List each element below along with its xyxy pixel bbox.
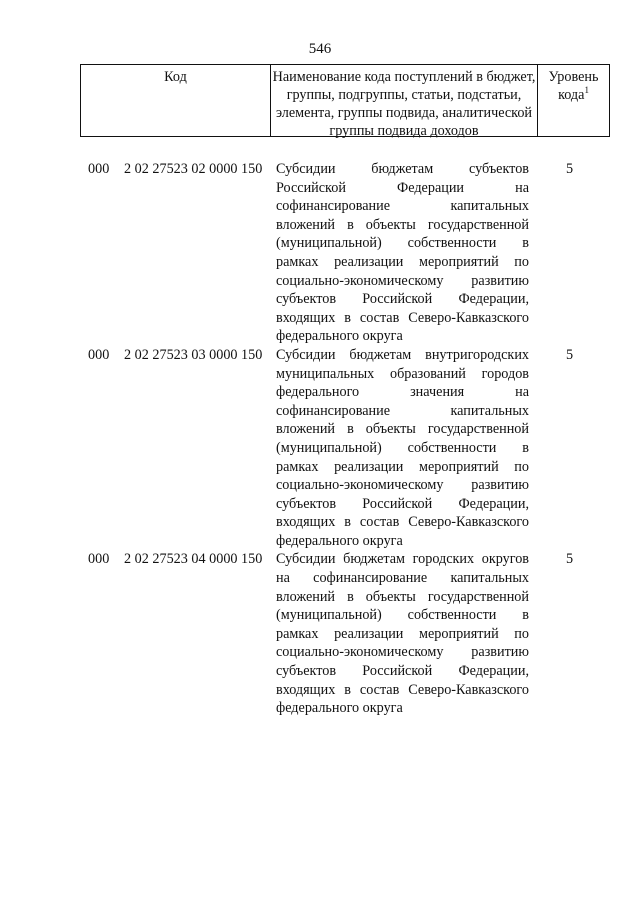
- table-body: [80, 160, 610, 718]
- table-row: [80, 346, 610, 551]
- row-level: 5: [565, 551, 574, 568]
- row-code: 2 02 27523 02 0000 150: [124, 161, 263, 177]
- header-code: Код: [81, 65, 271, 136]
- row-level: 5: [565, 346, 574, 363]
- table-row: [80, 160, 610, 346]
- table-header: [80, 64, 610, 137]
- table-row: [80, 550, 610, 717]
- header-level-footnote: 1: [584, 85, 589, 95]
- header-name: Наименование кода поступлений в бюджет, группы, подгруппы, статьи, подстатьи, элемента, группы подвида, аналитической группы подвида доходов: [271, 65, 538, 136]
- page-number: 546: [308, 41, 332, 57]
- row-name: Субсидии бюджетам внутригородских муниципальных образований городов федерального значения на софинансирование капитальных вложений в объекты государственной (муниципальной) собственности в рамках реализации мероприятий по социально-экономическому развитию субъектов Российской Федерации, входящих в состав Северо-Кавказского федерального округа: [276, 346, 529, 549]
- row-prefix: 000: [88, 551, 110, 568]
- row-code: 2 02 27523 03 0000 150: [124, 346, 263, 363]
- row-name: Субсидии бюджетам субъектов Российской Федерации на софинансирование капитальных вложений в объекты государственной (муниципальной) собственности в рамках реализации мероприятий по социально-экономическому развитию субъектов Российской Федерации, входящих в состав Северо-Кавказского федерального округа: [276, 161, 529, 345]
- row-prefix: 000: [88, 346, 110, 363]
- header-level: [538, 65, 609, 136]
- row-name: Субсидии бюджетам городских округов на софинансирование капитальных вложений в объекты государственной (муниципальной) собственности в рамках реализации мероприятий по социально-экономическому развитию субъектов Российской Федерации, входящих в состав Северо-Кавказского федерального округа: [276, 551, 529, 717]
- row-prefix: 000: [88, 161, 110, 177]
- row-level: 5: [565, 161, 574, 177]
- row-code: 2 02 27523 04 0000 150: [124, 551, 263, 568]
- header-level-label: Уровень кода: [548, 69, 599, 103]
